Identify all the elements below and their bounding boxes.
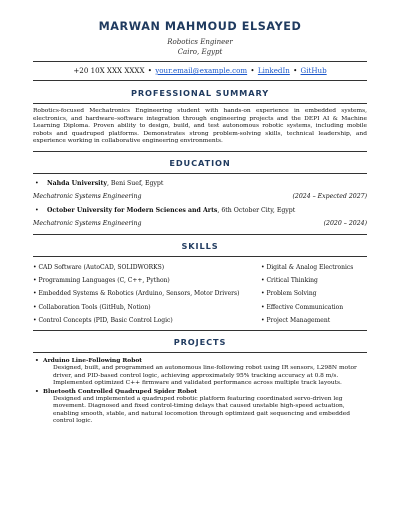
location: Cairo, Egypt [177, 48, 223, 56]
project-title-text: Arduino Line-Following Robot [43, 356, 142, 364]
skill-item: • Embedded Systems & Robotics (Arduino, Sensors, Motor Drivers) [33, 290, 240, 298]
education-entry [33, 206, 367, 228]
linkedin-link[interactable]: LinkedIn [257, 66, 290, 75]
phone-number: +20 10X XXX XXXX [73, 66, 145, 75]
bullet: • [35, 206, 39, 214]
school-name: Nahda University [47, 179, 107, 187]
divider [33, 352, 367, 353]
school-location: , Beni Suef, Egypt [106, 179, 164, 187]
dates: (2024 – Expected 2027) [292, 192, 367, 200]
divider [33, 330, 367, 331]
skills-heading: SKILLS [181, 240, 219, 251]
skill-item: • Control Concepts (PID, Basic Control Logic) [33, 316, 173, 324]
job-title: Robotics Engineer [167, 38, 233, 46]
degree: Mechatronic Systems Engineering [33, 192, 142, 200]
project-description: Designed, built, and programmed an autonomous line-following robot using IR sensors, L298N motor driver, and PID-based control logic, achieving approximately 95% tracking accuracy at 0.8 m/s. Implemented optimized C++ firmware and validated performance across multiple track layouts. [53, 364, 357, 387]
github-link[interactable]: GitHub [300, 66, 327, 75]
project-title [35, 387, 367, 396]
degree: Mechatronic Systems Engineering [33, 219, 142, 227]
skill-item: • Problem Solving [261, 290, 317, 298]
project-description: Designed and implemented a quadruped robotic platform featuring coordinated servo-driven leg movement. Diagnosed and fixed control-timing delays that caused unstable high-speed actuation, enabling smooth, stable, and natural locomotion through optimized gait sequencing and embedded control logic. [53, 395, 351, 425]
separator: • [250, 66, 255, 75]
divider [33, 256, 367, 257]
skill-item: • Programming Languages (C, C++, Python) [33, 277, 170, 285]
education-heading: EDUCATION [169, 157, 231, 168]
school-name: October University for Modern Sciences and Arts [47, 206, 218, 214]
dates: (2020 – 2024) [323, 219, 367, 227]
summary-heading: PROFESSIONAL SUMMARY [130, 88, 270, 98]
email-link[interactable]: your.email@example.com [155, 66, 248, 75]
school-location: , 6th October City, Egypt [217, 206, 296, 214]
skill-item: • Digital & Analog Electronics [261, 263, 354, 271]
projects-heading: PROJECTS [173, 336, 227, 347]
skills-column-right [261, 264, 353, 330]
project-title [35, 356, 367, 365]
divider [33, 234, 367, 235]
skills-column-left [33, 264, 261, 330]
skill-item: • Critical Thinking [261, 277, 318, 285]
separator: • [293, 66, 298, 75]
projects-list [33, 357, 367, 426]
bullet: • [35, 356, 39, 364]
separator: • [147, 66, 152, 75]
skill-item: • Collaboration Tools (GitHub, Notion) [33, 303, 151, 311]
candidate-name: MARWAN MAHMOUD ELSAYED [98, 20, 302, 33]
summary-text: Robotics-focused Mechatronics Engineering student with hands-on experience in embedded systems, electronics, and hardware–software integration through engineering projects and the DEPI AI & Machine Learning Diploma. Proven ability to design, build, and test autonomous robotic systems, including mobile robots and quadruped platforms. Demonstrates strong problem-solving skills, technical leadership, and experience working in collaborative engineering environments. [33, 108, 367, 145]
bullet: • [35, 387, 39, 395]
divider [33, 173, 367, 174]
divider [33, 103, 367, 104]
divider [33, 151, 367, 152]
education-entry [33, 179, 367, 201]
skills-list [33, 264, 367, 330]
divider [33, 61, 367, 62]
skill-item: • Effective Communication [261, 303, 344, 311]
skill-item: • CAD Software (AutoCAD, SOLIDWORKS) [33, 263, 165, 271]
divider [33, 80, 367, 81]
bullet: • [35, 179, 39, 187]
project-title-text: Bluetooth Controlled Quadruped Spider Robot [43, 387, 197, 395]
skill-item: • Project Management [261, 316, 331, 324]
contact-line [33, 66, 367, 76]
